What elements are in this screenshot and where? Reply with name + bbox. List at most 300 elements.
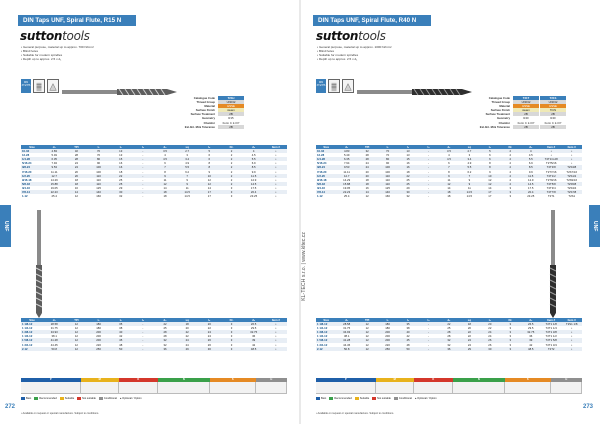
sutton-logo-left: suttontools: [20, 29, 90, 43]
table-cell: 7.94: [51, 161, 57, 166]
column-header: Item #: [541, 318, 561, 322]
blind-hole-icon: [328, 79, 340, 93]
page-number-left: 272: [5, 404, 16, 410]
table-cell: 32: [119, 194, 123, 199]
table-cell: 12: [207, 177, 211, 182]
table-cell: 3: [509, 342, 512, 347]
table-cell: 110: [87, 174, 109, 178]
table-cell: •: [275, 342, 277, 347]
feature-item: • Depth up to approx. 2.5 x d₁: [21, 57, 62, 62]
table-cell: 25: [119, 177, 123, 182]
table-cell: 8.5: [243, 165, 265, 169]
material-legend-right: [316, 397, 437, 400]
table-cell: 250: [87, 347, 109, 351]
table-cell: 28: [163, 334, 167, 339]
legend-swatch: [372, 397, 376, 400]
table-cell: 9.53: [336, 165, 356, 169]
table-cell: T2T1 1/2: [545, 334, 557, 339]
table-cell: -: [142, 326, 144, 331]
table-cell: 3.5: [439, 149, 459, 153]
column-header: l₄: [480, 318, 500, 322]
table-cell: 24: [74, 161, 78, 166]
table-cell: 6.2: [467, 169, 472, 174]
column-header: d₁: [43, 318, 65, 322]
table-cell: 14: [357, 190, 377, 194]
size-cell: 1 1/8-12: [316, 322, 336, 326]
table-cell: 32: [406, 194, 410, 199]
table-cell: 50: [398, 347, 418, 351]
material-cell: [119, 382, 158, 394]
table-cell: -: [418, 330, 438, 334]
column-header: l₁: [87, 318, 109, 322]
table-cell: -: [418, 149, 438, 153]
size-cell: 1 5/8-12: [21, 338, 43, 342]
table-cell: 100: [87, 165, 109, 169]
table-cell: -: [142, 177, 144, 182]
table-cell: T2S5/8: [561, 182, 582, 186]
size-cell: 1 3/4-12: [317, 342, 328, 347]
table-cell: 44.45: [50, 342, 58, 347]
material-cell: [505, 382, 551, 394]
table-cell: 8: [489, 161, 491, 166]
material-group: H: [256, 378, 288, 382]
table-cell: 24: [488, 334, 492, 339]
table-cell: 140: [377, 190, 397, 194]
table-cell: 90: [386, 161, 390, 166]
table-cell: 26.5: [521, 322, 541, 326]
table-cell: 32: [447, 342, 451, 347]
material-group: S: [505, 378, 551, 382]
table-cell: 24: [357, 165, 377, 169]
column-header: Dr.: [500, 145, 520, 149]
table-cell: 12: [74, 194, 78, 199]
table-cell: 70: [386, 153, 390, 158]
table-cell: 24: [480, 330, 500, 334]
size-cell: 1-12: [317, 194, 323, 199]
column-header: d₃: [521, 318, 541, 322]
table-cell: 2: [230, 153, 233, 158]
table-cell: 12: [365, 194, 369, 199]
column-header: l₁: [87, 145, 109, 149]
table-cell: •: [571, 326, 573, 331]
table-cell: 12: [154, 182, 176, 186]
table-cell: 23.25: [250, 194, 258, 199]
size-cell: 7/16-20: [317, 169, 327, 174]
table-cell: 14.5: [243, 182, 265, 186]
size-cell: 1 1/4-12: [22, 326, 33, 331]
table-cell: 39: [521, 338, 541, 342]
table-cell: 25.4: [51, 194, 57, 199]
table-cell: 17: [198, 190, 220, 194]
table-cell: 28: [65, 157, 87, 161]
table-cell: 12: [357, 338, 377, 342]
legend-item: Recommended: [34, 397, 57, 400]
table-cell: 180: [87, 322, 109, 326]
table-cell: 110: [87, 182, 109, 186]
table-cell: 22: [207, 326, 211, 331]
table-cell: 3: [230, 342, 233, 347]
table-cell: 12: [65, 322, 87, 326]
table-cell: 3: [500, 322, 520, 326]
table-cell: 14: [447, 185, 451, 190]
table-cell: 4.5: [528, 153, 533, 158]
table-cell: T2S3/8: [561, 165, 582, 169]
table-cell: 13: [119, 153, 123, 158]
column-header: sq: [459, 318, 479, 322]
table-cell: 38.1: [51, 334, 57, 339]
table-cell: 28.58: [336, 322, 356, 326]
column-header: l₂: [110, 318, 132, 322]
table-cell: 12: [365, 326, 369, 331]
size-cell: 7/8-14: [316, 190, 336, 194]
table-cell: 70: [96, 153, 101, 158]
table-row: [21, 347, 287, 351]
size-cell: 1-12: [22, 194, 28, 199]
size-table-right-2: [316, 318, 582, 351]
table-cell: T2T1 5/8: [541, 338, 561, 342]
table-cell: 250: [377, 347, 397, 351]
table-cell: 26: [198, 338, 220, 342]
table-cell: 20.4: [243, 190, 265, 194]
table-cell: 48: [119, 342, 123, 347]
table-cell: 11.11: [343, 169, 350, 174]
table-cell: 34.93: [336, 330, 356, 334]
table-cell: 11.5: [243, 174, 265, 178]
size-cell: 3/8-24: [316, 165, 336, 169]
table-cell: 5.5: [176, 165, 198, 169]
table-cell: -: [428, 334, 429, 339]
table-cell: 35: [398, 322, 418, 326]
table-cell: 200: [87, 330, 109, 334]
material-group: K: [414, 378, 453, 382]
legend-swatch: [21, 397, 25, 400]
column-header: l₃: [418, 145, 438, 149]
legend-note: ● Optional / Option: [414, 397, 437, 401]
table-cell: 7: [439, 165, 459, 169]
table-cell: 2: [509, 153, 512, 158]
table-cell: 11: [467, 185, 471, 190]
table-cell: 38: [119, 326, 123, 331]
table-cell: 16: [365, 185, 369, 190]
size-cell: 1 1/2-12: [22, 334, 33, 339]
table-cell: -: [132, 190, 154, 194]
table-cell: 12: [65, 338, 87, 342]
material-cell: [453, 382, 506, 394]
table-cell: 4.5: [154, 157, 176, 161]
material-cell: [316, 382, 376, 394]
size-cell: 1/4-28: [21, 157, 43, 161]
table-cell: 3: [509, 185, 512, 190]
table-cell: 6: [480, 157, 500, 161]
size-cell: 3/8-24: [21, 165, 43, 169]
table-cell: -: [428, 342, 429, 347]
size-cell: 1/4-28: [316, 157, 336, 161]
table-cell: 30: [480, 347, 500, 351]
table-cell: 36: [529, 334, 533, 339]
table-cell: 180: [377, 322, 397, 326]
size-cell: 5/8-18: [21, 182, 43, 186]
table-cell: 180: [96, 326, 101, 331]
tap-image-left: [62, 84, 187, 94]
column-header: l₄: [480, 145, 500, 149]
table-cell: 3: [230, 326, 233, 331]
table-cell: 7: [154, 165, 176, 169]
table-cell: 3.4: [459, 157, 479, 161]
table-cell: 45: [110, 338, 132, 342]
table-cell: 16: [110, 165, 132, 169]
table-cell: •: [275, 169, 277, 174]
table-cell: 11.5: [521, 174, 541, 178]
size-cell: 1 1/2-12: [317, 334, 328, 339]
table-cell: 23.25: [527, 194, 535, 199]
table-cell: 29.5: [528, 326, 534, 331]
table-cell: •: [275, 185, 277, 190]
size-cell: 1 1/4-12: [317, 326, 328, 331]
table-cell: 2: [500, 174, 520, 178]
table-cell: 5: [198, 149, 220, 153]
feature-item: • Suitable for modern spindles: [21, 53, 63, 58]
table-cell: 29: [406, 185, 410, 190]
table-cell: •: [275, 153, 277, 158]
table-cell: 22.23: [43, 190, 65, 194]
column-header: l₃: [418, 318, 438, 322]
table-cell: 9: [489, 169, 491, 174]
column-header: l₂: [398, 145, 418, 149]
table-cell: 24: [65, 165, 87, 169]
table-cell: 6.9: [251, 161, 256, 166]
table-cell: 4.83: [43, 149, 65, 153]
table-cell: 42: [119, 334, 123, 339]
page-gutter: [299, 0, 301, 424]
table-cell: T2S9/16: [566, 177, 577, 182]
table-cell: 31.75: [343, 326, 351, 331]
size-table-left-2: [21, 318, 287, 351]
table-cell: 200: [96, 334, 101, 339]
table-cell: 3: [230, 185, 233, 190]
column-header: d₂: [439, 318, 459, 322]
table-cell: 12: [65, 330, 87, 334]
table-cell: 20: [185, 326, 189, 331]
column-header: d₁: [336, 318, 356, 322]
table-cell: 70: [377, 149, 397, 153]
table-cell: 17: [488, 194, 492, 199]
column-header: Item #: [561, 318, 582, 322]
column-header: d₃: [243, 318, 265, 322]
table-cell: 14.5: [521, 182, 541, 186]
table-cell: 12: [365, 334, 369, 339]
table-cell: •: [275, 161, 277, 166]
column-header: l₄: [198, 318, 220, 322]
size-cell: 1 3/4-12: [22, 342, 33, 347]
tap-image-vertical-right: [548, 210, 558, 318]
table-cell: 50: [110, 347, 132, 351]
table-cell: 14.29: [50, 177, 58, 182]
material-cell: [376, 382, 415, 394]
material-cell: [21, 382, 81, 394]
feature-item: • General purpose, material up to approx. 1000 N/mm²: [317, 45, 392, 49]
size-cell: 7/8-14: [21, 190, 43, 194]
legend-item: Not suitable: [372, 397, 391, 400]
table-cell: T2T1: [547, 194, 555, 199]
table-cell: 3.4: [176, 157, 198, 161]
table-cell: •: [561, 149, 582, 153]
column-header: l₁: [377, 145, 397, 149]
column-header: Size: [316, 318, 336, 322]
size-cell: 10-32: [21, 149, 43, 153]
table-cell: 14.5: [459, 190, 479, 194]
table-cell: 12: [65, 347, 87, 351]
table-cell: 6: [208, 153, 211, 158]
table-cell: -: [132, 347, 154, 351]
table-cell: 32: [154, 338, 176, 342]
legend-item: Suitable: [355, 397, 369, 400]
table-cell: 29.5: [250, 326, 257, 331]
table-cell: 50.8: [43, 347, 65, 351]
table-cell: •: [265, 347, 287, 351]
table-cell: 32: [65, 149, 87, 153]
table-cell: 19.05: [50, 185, 58, 190]
table-cell: 2: [509, 177, 512, 182]
table-cell: -: [132, 338, 154, 342]
table-cell: 12: [198, 182, 220, 186]
legend-swatch: [394, 397, 398, 400]
table-cell: 26: [207, 342, 211, 347]
table-cell: 12: [74, 334, 78, 339]
feature-item: • Blind holes: [21, 49, 39, 54]
table-cell: 38: [406, 326, 410, 331]
table-cell: 18: [447, 194, 451, 199]
table-cell: 30: [198, 347, 220, 351]
feature-item: • Suitable for modern spindles: [317, 53, 359, 58]
table-cell: T2T1 1/4: [545, 326, 557, 331]
size-cell: 3/4-16: [22, 185, 30, 190]
table-cell: 4: [448, 153, 450, 158]
table-cell: 9.9: [251, 169, 256, 174]
table-cell: 160: [385, 194, 390, 199]
table-cell: -: [428, 194, 429, 199]
table-cell: 2: [500, 149, 520, 153]
size-cell: 5/16-24: [22, 161, 32, 166]
table-cell: 17: [207, 194, 211, 199]
table-cell: -: [418, 347, 438, 351]
table-cell: 4.5: [439, 157, 459, 161]
table-cell: 2.7: [459, 149, 479, 153]
table-cell: 6: [198, 157, 220, 161]
table-cell: 28: [447, 334, 451, 339]
table-cell: 26.5: [243, 322, 265, 326]
size-cell: 1 3/8-12: [316, 330, 336, 334]
table-cell: 8.5: [521, 165, 541, 169]
table-cell: •: [275, 334, 277, 339]
table-cell: •: [561, 338, 582, 342]
table-cell: 22.23: [336, 190, 356, 194]
table-cell: 2.7: [176, 149, 198, 153]
table-cell: -: [132, 157, 154, 161]
table-cell: 18: [119, 169, 123, 174]
table-cell: 3: [230, 194, 233, 199]
table-cell: 18: [163, 194, 167, 199]
table-cell: 15: [398, 157, 418, 161]
table-cell: 42: [529, 342, 533, 347]
table-cell: 30: [110, 190, 132, 194]
table-cell: 70: [87, 149, 109, 153]
legend-swatch: [329, 397, 333, 400]
table-cell: 220: [96, 342, 101, 347]
tap-image-vertical-left: [34, 210, 44, 318]
table-cell: 160: [96, 194, 101, 199]
size-cell: 2-12: [316, 347, 336, 351]
material-matrix-right: [316, 378, 582, 394]
table-cell: 14.29: [343, 177, 351, 182]
table-cell: -: [132, 322, 154, 326]
table-cell: 2: [220, 149, 242, 153]
spec-table-left: Catalogue Code T21H Thread Group UNF32 Material HSSE Surface Finish steam Surface Treatment 2B Geometry R15 Chamfer Form C 2-3 P Ext./Int. Mini Tolerance 2B: [160, 96, 245, 129]
page-number-right: 273: [583, 404, 594, 410]
din-badge-left: DIN 371/376: [21, 79, 31, 93]
material-cell: [210, 382, 256, 394]
table-cell: 3: [500, 347, 520, 351]
size-cell: 9/16-18: [22, 177, 32, 182]
table-cell: 11: [185, 185, 189, 190]
page-title-right: DIN Taps UNF, Spiral Flute, R40 N: [313, 15, 431, 26]
table-cell: 22: [439, 322, 459, 326]
table-cell: -: [418, 165, 438, 169]
table-cell: 12: [480, 182, 500, 186]
table-cell: 3: [468, 153, 471, 158]
table-cell: •: [571, 153, 573, 158]
table-row: [316, 347, 582, 351]
material-group: H: [551, 378, 583, 382]
table-cell: •: [265, 190, 287, 194]
table-cell: 5.5: [243, 157, 265, 161]
table-cell: T2S1/2: [561, 174, 582, 178]
column-header: d₃: [521, 145, 541, 149]
table-cell: 110: [96, 177, 101, 182]
table-cell: 12.9: [528, 177, 534, 182]
table-cell: 24: [198, 330, 220, 334]
table-cell: 100: [385, 169, 390, 174]
table-cell: 9: [186, 177, 188, 182]
table-cell: 9: [208, 169, 211, 174]
material-cell: [158, 382, 211, 394]
table-cell: -: [132, 330, 154, 334]
legend-swatch: [77, 397, 81, 400]
table-cell: 2: [500, 182, 520, 186]
material-group: S: [210, 378, 256, 382]
table-cell: 5.49: [343, 153, 350, 158]
size-cell: 12-28: [22, 153, 30, 158]
material-cell: [81, 382, 120, 394]
table-cell: 25: [398, 182, 418, 186]
table-cell: 8: [164, 169, 166, 174]
column-header: d₂: [439, 145, 459, 149]
column-header: TPI: [65, 145, 87, 149]
table-cell: 3: [220, 330, 242, 334]
table-cell: -: [142, 334, 144, 339]
table-cell: •: [275, 326, 277, 331]
table-cell: 25: [406, 177, 410, 182]
table-cell: 22: [110, 174, 132, 178]
column-header: l₁: [377, 318, 397, 322]
column-header: d₁: [43, 145, 65, 149]
table-cell: 80: [377, 157, 397, 161]
table-cell: 4: [521, 149, 541, 153]
tap-image-right: [357, 84, 482, 94]
legend-item: Best: [21, 397, 31, 400]
table-cell: T2S3/4: [567, 185, 577, 190]
table-cell: 22: [398, 174, 418, 178]
material-cell: [414, 382, 453, 394]
